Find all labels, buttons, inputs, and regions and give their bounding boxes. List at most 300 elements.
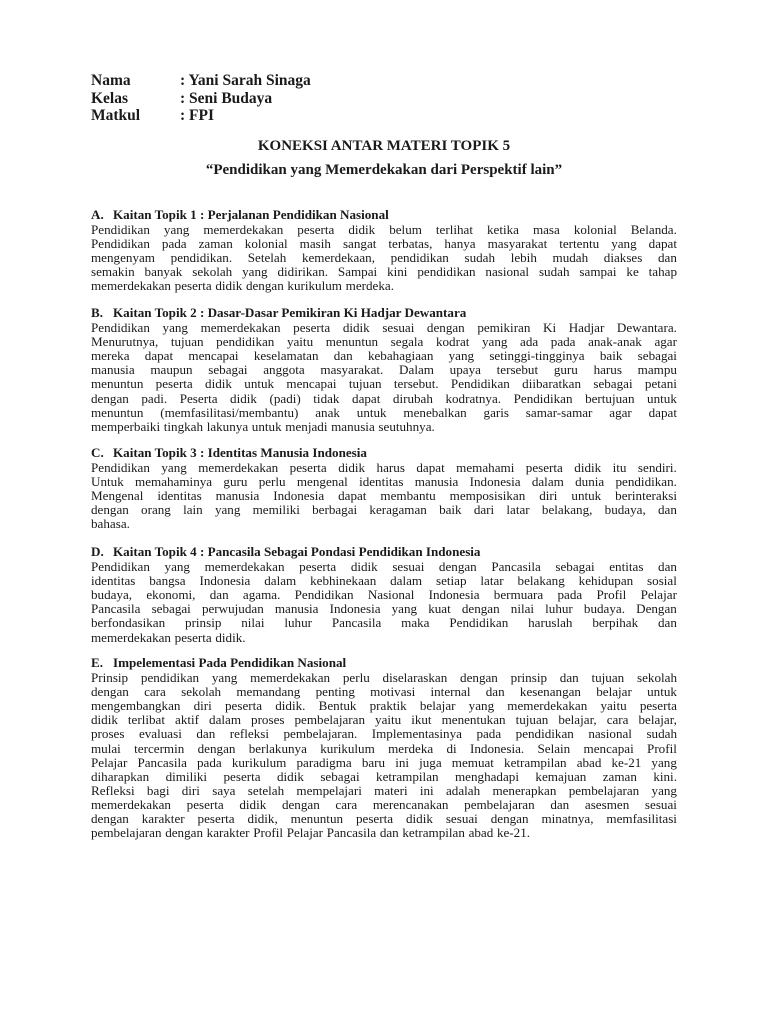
word: peserta (174, 629, 212, 645)
word: juga (419, 754, 442, 770)
word: belajar, (558, 712, 597, 728)
word: mencapai (583, 740, 634, 756)
word: pendidikan (216, 334, 275, 350)
word: Pancasila (326, 825, 377, 841)
word: Belanda. (630, 222, 677, 238)
word: Pancasila (491, 559, 541, 575)
word: menuntun (325, 334, 379, 350)
word: pemikiran (477, 320, 531, 336)
word: masyarakat. (320, 362, 384, 378)
word: yang (162, 320, 188, 336)
word: Dewantara. (616, 320, 677, 336)
word: memfasilitasi (606, 811, 677, 827)
word: sebagai (593, 376, 633, 392)
word: sudah (464, 250, 496, 266)
word: zaman (198, 236, 233, 252)
word: tujuan (591, 670, 625, 686)
word: ketika (486, 222, 519, 238)
word: proses (91, 726, 125, 742)
word: petani (644, 376, 677, 392)
word: ke-21. (496, 825, 531, 841)
word: entitas (609, 559, 644, 575)
word: diri (181, 782, 200, 798)
paragraph-line (91, 826, 677, 840)
word: minatnya, (541, 811, 594, 827)
word: menerapkan (492, 782, 557, 798)
word: merdeka. (345, 278, 394, 294)
word: memerdekakan (91, 629, 171, 645)
word: didik. (275, 698, 306, 714)
word: nilai (241, 615, 265, 631)
word: ke (626, 264, 639, 280)
info-value: : FPI (180, 107, 215, 124)
word: ada (520, 334, 539, 350)
paragraph-line (91, 756, 677, 770)
word: dalam (209, 712, 242, 728)
section-letter: E. (91, 655, 104, 670)
word: tujuan (515, 712, 549, 728)
word: dan (657, 615, 677, 631)
section-heading (91, 446, 677, 460)
paragraph-line (91, 588, 677, 602)
word: tertentu (559, 236, 600, 252)
word: dapat (352, 390, 381, 406)
word: Indonesia (273, 488, 325, 504)
word: tidak (313, 390, 340, 406)
word: seutuhnya. (378, 418, 435, 434)
word: mencapai (188, 348, 239, 364)
paragraph-line (91, 560, 677, 574)
word: lakunya (206, 418, 249, 434)
word: Ki (543, 320, 557, 336)
word: didik (342, 320, 370, 336)
word: manusia (215, 488, 260, 504)
word: yang (163, 222, 190, 238)
word: zaman (602, 768, 637, 784)
word: lebih (510, 250, 537, 266)
word: memerdekakan (203, 222, 284, 238)
word: prinsip (510, 670, 548, 686)
paragraph-line (91, 363, 677, 377)
word: sendiri. (637, 460, 677, 476)
word: yang (211, 670, 238, 686)
word: Sampai (337, 264, 378, 280)
word: memerdekakan (507, 698, 588, 714)
word: kolonial (573, 222, 617, 238)
word: Pendidikan (449, 615, 509, 631)
word: motivasi (370, 684, 416, 700)
section-d (91, 545, 677, 645)
word: didik (338, 460, 366, 476)
info-row-name (91, 72, 311, 90)
word: manusia (414, 474, 459, 490)
word: peserta (224, 698, 263, 714)
paragraph-line (91, 406, 677, 420)
word: ketrampilan (376, 768, 439, 784)
paragraph-line (91, 671, 677, 685)
word: anak-anak (588, 334, 642, 350)
info-label: Matkul (91, 107, 141, 124)
word: Selain (537, 740, 571, 756)
word: nasional (485, 264, 530, 280)
paragraph-line (91, 237, 677, 251)
word: agar (654, 334, 677, 350)
word: kemajuan (535, 768, 587, 784)
word: kesenangan (519, 684, 581, 700)
document-title: KONEKSI ANTAR MATERI TOPIK 5 (257, 138, 511, 154)
word: ketrampilan (402, 825, 465, 841)
word: yaitu (600, 698, 627, 714)
word: tersebut. (393, 376, 439, 392)
word: diri (539, 488, 558, 504)
paragraph-line (91, 223, 677, 237)
word: dalam (531, 474, 564, 490)
word: nilai (510, 601, 535, 617)
word: memerdekakan (250, 670, 331, 686)
word: dengan (91, 811, 129, 827)
word: pendidikan. (170, 250, 233, 266)
word: yang (611, 236, 637, 252)
word: dan (379, 825, 399, 841)
word: saya (212, 782, 236, 798)
word: kurikulum (287, 278, 342, 294)
word: berlakunya (248, 740, 307, 756)
section-letter: C. (91, 445, 104, 460)
word: abad (576, 754, 602, 770)
word: kebahagiaan (367, 348, 434, 364)
word: perwujudan (201, 601, 264, 617)
info-row-class (91, 90, 311, 108)
word: Pendidikan (513, 390, 573, 406)
word: bagi (146, 782, 170, 798)
document-subtitle: “Pendidikan yang Memerdekakan dari Perspektif lain” (205, 162, 563, 178)
word: belajar (419, 698, 456, 714)
paragraph-line (91, 574, 677, 588)
word: pembelajaran (294, 712, 366, 728)
word: guru (223, 474, 248, 490)
word: adalah (445, 782, 481, 798)
word: mengembangkan (91, 698, 181, 714)
paragraph-line (91, 392, 677, 406)
paragraph-line (91, 616, 677, 630)
word: ketrampilan (504, 754, 567, 770)
word: pembelajaran (91, 825, 162, 841)
info-row-course (91, 107, 311, 125)
word: Refleksi (91, 782, 135, 798)
word: pembelajaran (568, 782, 640, 798)
word: internal (430, 684, 471, 700)
word: dan (657, 250, 677, 266)
section-heading (91, 306, 677, 320)
word: latar (480, 573, 504, 589)
word: setiap (435, 573, 467, 589)
word: pada (197, 754, 222, 770)
word: Indonesia. (470, 740, 525, 756)
word: identitas (157, 488, 202, 504)
word: Indonesia (199, 573, 251, 589)
word: Pendidikan (91, 559, 150, 575)
word: memerdekakan (198, 460, 279, 476)
word: dapat (144, 348, 174, 364)
word: pendidikan (140, 670, 200, 686)
word: proses (251, 712, 285, 728)
word: ini (395, 754, 410, 770)
info-value: : Yani Sarah Sinaga (180, 72, 311, 89)
word: dan (559, 670, 579, 686)
word: untuk (244, 376, 275, 392)
word: ini (419, 782, 434, 798)
word: peserta (299, 559, 337, 575)
word: berbagai (312, 502, 358, 518)
word: sekolah (181, 684, 222, 700)
word: karakter (206, 825, 250, 841)
word: Prinsip (91, 670, 129, 686)
section-e (91, 656, 677, 840)
word: didik (91, 712, 118, 728)
word: sangat (342, 236, 377, 252)
info-value: : Seni Budaya (180, 89, 273, 107)
word: Pendidikan (91, 320, 150, 336)
word: didik (239, 796, 267, 812)
paragraph-line (91, 812, 677, 826)
section-body (91, 560, 677, 645)
paragraph-line (91, 377, 677, 391)
word: Pancasila (91, 601, 141, 617)
info-label: Kelas (91, 89, 129, 107)
section-title: Kaitan Topik 2 : Dasar-Dasar Pemikiran Ki Hadjar Dewantara (113, 305, 467, 320)
word: dengan (490, 811, 529, 827)
word: mereka (91, 348, 130, 364)
word: garis (483, 404, 509, 420)
word: Setelah (247, 250, 287, 266)
word: dapat (416, 460, 445, 476)
word: bahasa. (91, 516, 130, 532)
word: mulai (91, 740, 121, 756)
word: dalam (264, 573, 297, 589)
word: latar (506, 502, 530, 518)
word: untuk (356, 404, 387, 420)
word: yang (448, 348, 475, 364)
word: memperbaiki (91, 418, 161, 434)
word: tujuan (348, 376, 382, 392)
word: Pendidikan (91, 460, 150, 476)
word: yang (242, 264, 268, 280)
section-body (91, 461, 677, 531)
word: berfondasikan (91, 615, 166, 631)
word: tercermin (134, 740, 185, 756)
word: menuntun (91, 404, 144, 420)
word: cara (144, 684, 166, 700)
word: Pendidikan (450, 376, 510, 392)
word: dengan (438, 559, 477, 575)
word: yang (651, 754, 677, 770)
word: dan (333, 348, 353, 364)
word: belum (389, 222, 422, 238)
word: peserta (174, 278, 212, 294)
word: peserta (297, 222, 335, 238)
word: didik (205, 376, 232, 392)
word: pendidikan (390, 250, 449, 266)
word: manusia (274, 601, 319, 617)
word: belajar, (638, 712, 677, 728)
word: di (446, 740, 457, 756)
word: merdeka (388, 740, 434, 756)
word: anak (315, 404, 340, 420)
word: yang (481, 334, 508, 350)
word: sesuai (382, 320, 415, 336)
word: tingkah (163, 418, 204, 434)
section-body (91, 223, 677, 293)
word: belakang (517, 573, 565, 589)
paragraph-line (91, 699, 677, 713)
word: yang (651, 782, 677, 798)
word: menentukan (441, 712, 506, 728)
paragraph-line (91, 420, 677, 434)
word: dengan (91, 502, 129, 518)
word: didik (405, 811, 433, 827)
word: Indonesia (469, 474, 521, 490)
word: Bentuk (318, 698, 357, 714)
word: manusia (331, 418, 375, 434)
word: harus (593, 362, 622, 378)
word: dengan (197, 740, 236, 756)
word: asesmen (584, 796, 630, 812)
word: sesuai (392, 559, 425, 575)
word: didik, (247, 811, 278, 827)
word: kehidupan (578, 573, 634, 589)
word: sesuai (445, 811, 478, 827)
word: dimiliki (165, 768, 208, 784)
word: sosial (647, 573, 677, 589)
section-b (91, 306, 677, 434)
paragraph-line (91, 742, 677, 756)
word: peserta (197, 811, 235, 827)
word: dengan (460, 670, 498, 686)
paragraph-line (91, 335, 677, 349)
paragraph-line (91, 461, 677, 475)
word: menjadi (285, 418, 328, 434)
word: kodrat (435, 334, 470, 350)
word: didik (348, 222, 376, 238)
word: guru (553, 362, 578, 378)
word: banyak (144, 264, 183, 280)
word: Profil (253, 825, 284, 841)
word: sampai (579, 264, 617, 280)
word: Profil (596, 587, 627, 603)
word: pada (550, 334, 576, 350)
word: Indonesia (428, 587, 480, 603)
word: pendidikan (515, 726, 574, 742)
paragraph-line (91, 784, 677, 798)
word: Profil (647, 740, 677, 756)
word: dari (473, 502, 495, 518)
word: manusia (91, 362, 135, 378)
paragraph-line (91, 517, 677, 531)
word: pembelajaran (464, 796, 535, 812)
word: dan (658, 559, 677, 575)
word: baik (439, 502, 462, 518)
word: kolonial (244, 236, 288, 252)
word: mudah (552, 250, 589, 266)
word: yang (164, 559, 190, 575)
word: Pelajar (91, 754, 128, 770)
word: haruslah (528, 615, 573, 631)
word: untuk (647, 684, 677, 700)
paragraph-line (91, 251, 677, 265)
word: terbatas, (388, 236, 433, 252)
word: memposisikan (449, 488, 526, 504)
section-body (91, 321, 677, 434)
word: untuk (647, 390, 677, 406)
word: menghadapi (454, 768, 519, 784)
word: yaitu (375, 712, 402, 728)
word: dan (485, 684, 505, 700)
word: diakses (603, 250, 643, 266)
word: menuntun (91, 376, 144, 392)
paragraph-line (91, 770, 677, 784)
word: kebhinekaan (310, 573, 377, 589)
section-letter: B. (91, 305, 104, 320)
word: dapat (648, 236, 677, 252)
paragraph-line (91, 349, 677, 363)
word: identitas (91, 573, 136, 589)
word: luhur (545, 601, 573, 617)
word: pendidikan. (615, 474, 677, 490)
word: sudah (538, 264, 570, 280)
word: maka (401, 615, 430, 631)
word: Menurutnya, (91, 334, 159, 350)
word: mengenal (296, 474, 348, 490)
word: peserta (293, 320, 331, 336)
word: dengan (426, 320, 465, 336)
section-a (91, 208, 677, 294)
word: pembelajaran. (283, 726, 358, 742)
paragraph-line (91, 685, 677, 699)
word: refleksi (229, 726, 269, 742)
word: budaya. (583, 601, 625, 617)
word: evaluasi (138, 726, 182, 742)
word: memerdekakan (91, 796, 171, 812)
word: keselamatan (253, 348, 319, 364)
word: aktif (175, 712, 200, 728)
word: sebagai (320, 768, 360, 784)
word: Pendidikan (294, 587, 354, 603)
word: setinggi-tingginya (489, 348, 585, 364)
word: kini (387, 264, 408, 280)
word: tersebut (496, 362, 539, 378)
word: sebagai (637, 348, 677, 364)
section-title: Kaitan Topik 3 : Identitas Manusia Indonesia (113, 445, 367, 460)
section-title: Impelementasi Pada Pendidikan Nasional (113, 655, 347, 670)
word: belakang, (541, 502, 593, 518)
section-letter: D. (91, 544, 104, 559)
word: luhur (284, 615, 312, 631)
word: dapat (338, 488, 367, 504)
word: untuk (251, 418, 282, 434)
word: dalam (390, 573, 423, 589)
word: untuk (571, 488, 602, 504)
word: paradigma (296, 754, 352, 770)
word: dunia (575, 474, 605, 490)
word: ke-21 (611, 754, 642, 770)
word: segala (390, 334, 424, 350)
word: menuntun (290, 811, 344, 827)
word: peserta (186, 796, 224, 812)
word: kurikulum (320, 740, 375, 756)
word: nasional (588, 726, 632, 742)
word: dengan (91, 390, 129, 406)
word: peserta (289, 460, 327, 476)
